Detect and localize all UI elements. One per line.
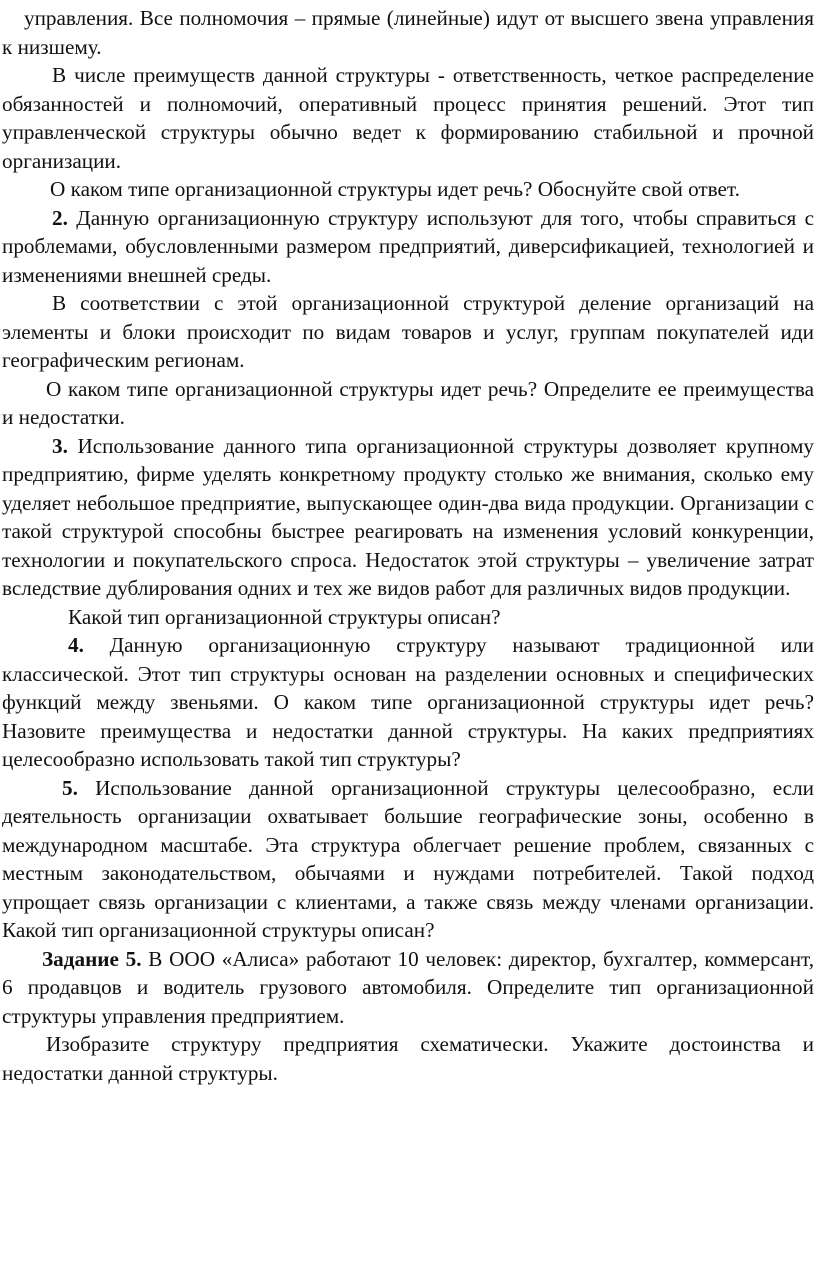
item-5-number: 5.	[62, 775, 78, 800]
item-3-paragraph	[2, 432, 814, 603]
item-4-paragraph	[2, 631, 814, 774]
question-structure-type-2: О каком типе организационной структуры идет речь? Определите ее преимущества и недостатки.	[2, 376, 814, 429]
paragraph-division: В соответствии с этой организационной структурой деление организаций на элементы и блоки происходит по видам товаров и услуг, группам покупателей иди географическим регионам.	[2, 291, 814, 372]
item-5-paragraph	[2, 774, 814, 945]
paragraph-advantages: В числе преимуществ данной структуры - ответственность, четкое распределение обязанностей и полномочий, оперативный процесс принятия решений. Этот тип управленческой структуры обычно ведет к формированию стабильной и прочной организации.	[2, 63, 814, 173]
question-structure-type-1: О каком типе организационной структуры идет речь? Обоснуйте свой ответ.	[50, 177, 740, 201]
paragraph-draw-structure: Изобразите структуру предприятия схематически. Укажите достоинства и недостатки данной структуры.	[2, 1032, 814, 1085]
item-3-number: 3.	[52, 433, 68, 458]
item-5-text: Использование данной организационной структуры целесообразно, если деятельность организации охватывает большие географические зоны, особенно в международном масштабе. Эта структура облегчает решение проблем, связанных с местным законодательством, обычаями и нуждами потребителей. Такой подход упрощает связь организации с клиентами, а также связь между членами организации. Какой тип организационной структуры описан?	[2, 775, 814, 942]
item-4-text: Данную организационную структуру называют традиционной или классической. Этот тип структуры основан на разделении основных и специфических функций между звеньями. О каком типе организационной структуры идет речь? Назовите преимущества и недостатки данной структуры. На каких предприятиях целесообразно использовать такой тип структуры?	[2, 633, 814, 771]
question-structure-type-3: Какой тип организационной структуры описан?	[68, 604, 501, 629]
item-3-text: Использование данного типа организационной структуры дозволяет крупному предприятию, фирме уделять конкретному продукту столько же внимания, сколько ему уделяет небольшое предприятие, выпускающее один-два вида продукции. Организации с такой структурой способны быстрее реагировать на изменения условий конкуренции, технологии и покупательского спроса. Недостаток этой структуры – увеличение затрат вследствие дублирования одних и тех же видов работ для различных видов продукции.	[2, 433, 814, 600]
task-5-text: В ООО «Алиса» работают 10 человек: директор, бухгалтер, коммерсант, 6 продавцов и водитель грузового автомобиля. Определите тип организационной структуры управления предприятием.	[2, 946, 814, 1028]
item-2-paragraph	[2, 204, 814, 290]
task-5-label: Задание 5.	[42, 946, 142, 971]
item-4-number: 4.	[68, 633, 84, 657]
item-2-number: 2.	[52, 205, 68, 230]
paragraph-continuation: управления. Все полномочия – прямые (линейные) идут от высшего звена управления к низшему.	[2, 6, 814, 59]
item-2-text: Данную организационную структуру используют для того, чтобы справиться с проблемами, обусловленными размером предприятий, диверсификацией, технологией и изменениями внешней среды.	[2, 205, 814, 287]
task-5-paragraph	[2, 945, 814, 1031]
